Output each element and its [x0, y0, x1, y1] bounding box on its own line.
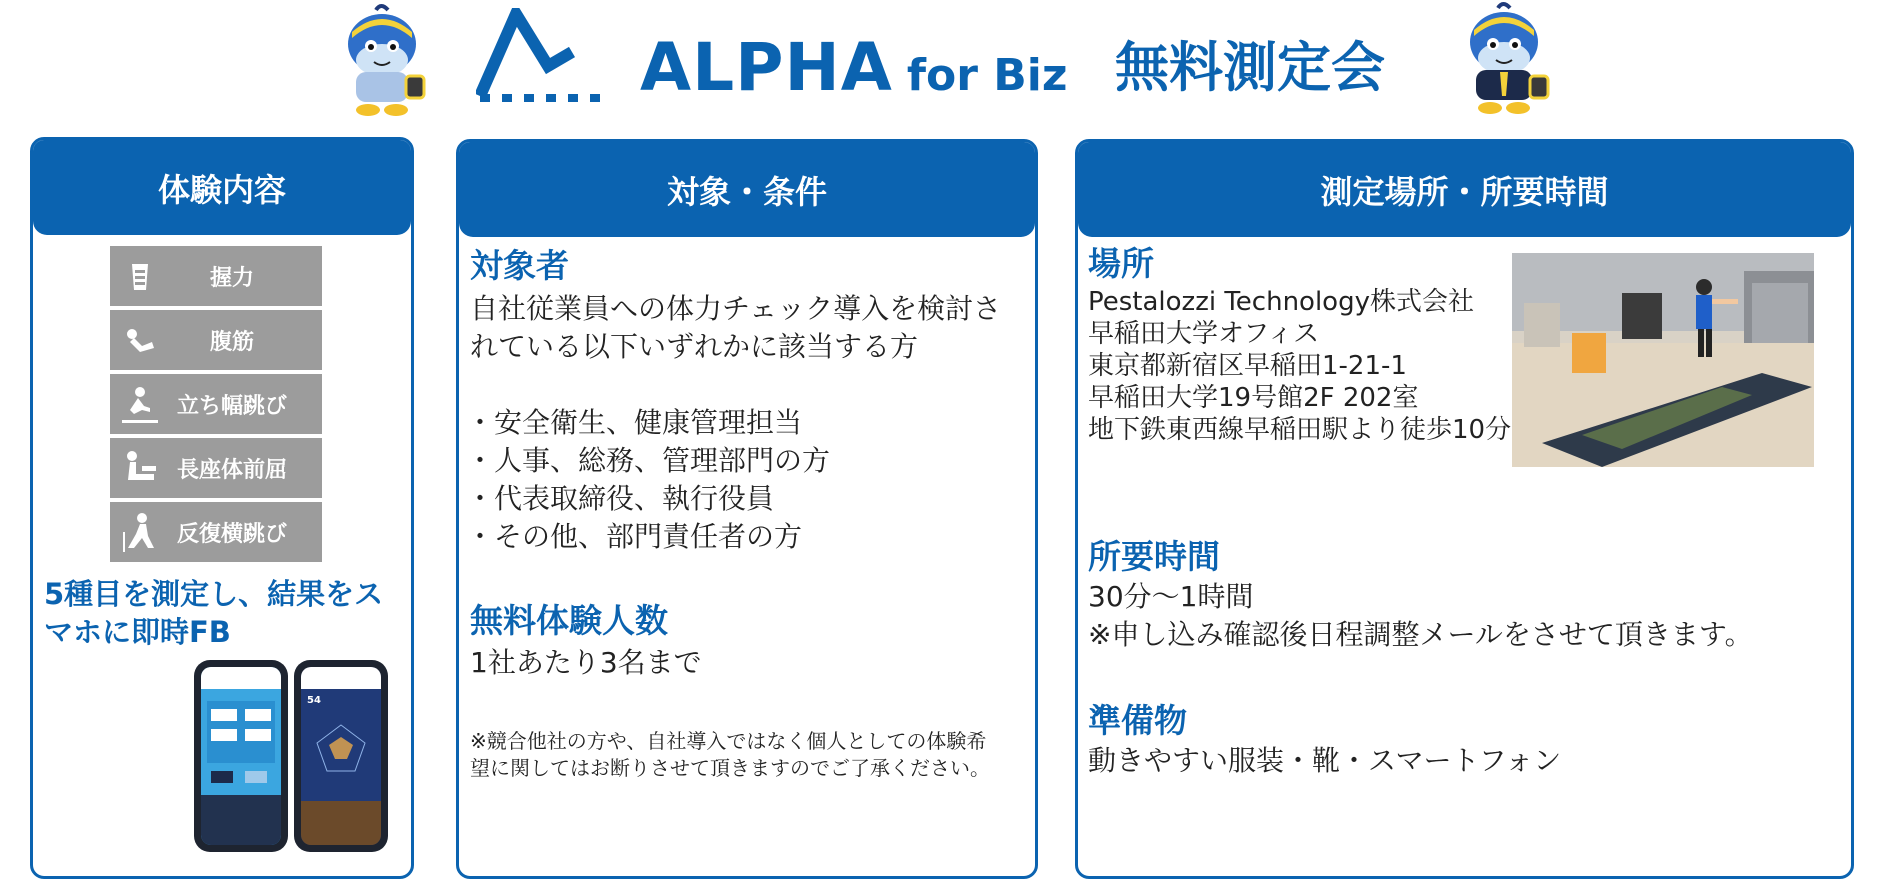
place-heading: 場所 [1088, 244, 1154, 283]
radar-chart-icon [315, 723, 367, 773]
experience-item-label: 立ち幅跳び [176, 393, 287, 419]
target-heading: 対象者 [470, 246, 569, 285]
place-line: Pestalozzi Technology株式会社 [1088, 287, 1474, 317]
sit-reach-icon [120, 448, 160, 488]
experience-summary-line2: マホに即時FB [44, 615, 231, 649]
phone-result-score: 54 [307, 695, 321, 706]
side-step-icon [120, 512, 160, 552]
experience-item-label: 反復横跳び [176, 521, 287, 547]
experience-item-label: 腹筋 [209, 329, 254, 355]
duration-note: ※申し込み確認後日程調整メールをさせて頂きます。 [1088, 618, 1753, 651]
target-bullet: ・安全衛生、健康管理担当 [466, 406, 803, 439]
experience-summary [44, 575, 394, 651]
location-panel-heading: 測定場所・所要時間 [1078, 142, 1851, 237]
mascot-right-image [1448, 0, 1558, 120]
conditions-panel-heading: 対象・条件 [459, 142, 1035, 237]
target-description-line2: れている以下いずれかに該当する方 [470, 330, 919, 363]
experience-item-label: 握力 [209, 265, 254, 291]
brand-logo-text [640, 28, 1067, 116]
experience-panel-heading: 体験内容 [33, 140, 411, 235]
place-line: 東京都新宿区早稲田1-21-1 [1088, 351, 1407, 381]
long-jump-icon [120, 384, 160, 424]
target-bullet: ・人事、総務、管理部門の方 [466, 444, 831, 477]
experience-item-long-jump [110, 374, 322, 434]
disclaimer-line1: ※競合他社の方や、自社導入ではなく個人としての体験希 [470, 729, 987, 753]
experience-item-side-step [110, 502, 322, 562]
experience-item-sit-reach [110, 438, 322, 498]
free-count-text: 1社あたり3名まで [470, 646, 702, 679]
page-title: 無料測定会 [1115, 36, 1385, 99]
situp-icon [120, 320, 160, 360]
duration-text: 30分～1時間 [1088, 580, 1254, 613]
logo-main: ALPHA [640, 29, 893, 106]
place-line: 地下鉄東西線早稲田駅より徒歩10分 [1088, 415, 1512, 445]
place-line: 早稲田大学オフィス [1088, 319, 1320, 349]
experience-summary-line1: 5種目を測定し、結果をス [44, 577, 384, 611]
experience-list [110, 246, 322, 566]
mascot-left-image [326, 2, 436, 122]
phone-mockup-input-screen [194, 660, 288, 852]
free-count-heading: 無料体験人数 [470, 601, 668, 640]
grip-icon [120, 256, 160, 296]
phone-mockup-result-screen [294, 660, 388, 852]
target-description-line1: 自社従業員への体力チェック導入を検討さ [470, 292, 1002, 325]
belongings-text: 動きやすい服装・靴・スマートフォン [1088, 744, 1562, 777]
experience-item-grip [110, 246, 322, 306]
target-bullet: ・その他、部門責任者の方 [466, 520, 803, 553]
experience-item-situp [110, 310, 322, 370]
place-address [1088, 286, 1511, 446]
place-line: 早稲田大学19号館2F 202室 [1088, 383, 1419, 413]
logo-sub: for Biz [906, 50, 1068, 101]
belongings-heading: 準備物 [1088, 701, 1187, 740]
target-bullet: ・代表取締役、執行役員 [466, 482, 775, 515]
venue-photo [1512, 253, 1814, 467]
duration-heading: 所要時間 [1088, 537, 1220, 576]
alpha-logo-icon [476, 8, 612, 104]
disclaimer-line2: 望に関してはお断りさせて頂きますのでご了承ください。 [470, 756, 990, 780]
experience-item-label: 長座体前屈 [176, 457, 287, 483]
